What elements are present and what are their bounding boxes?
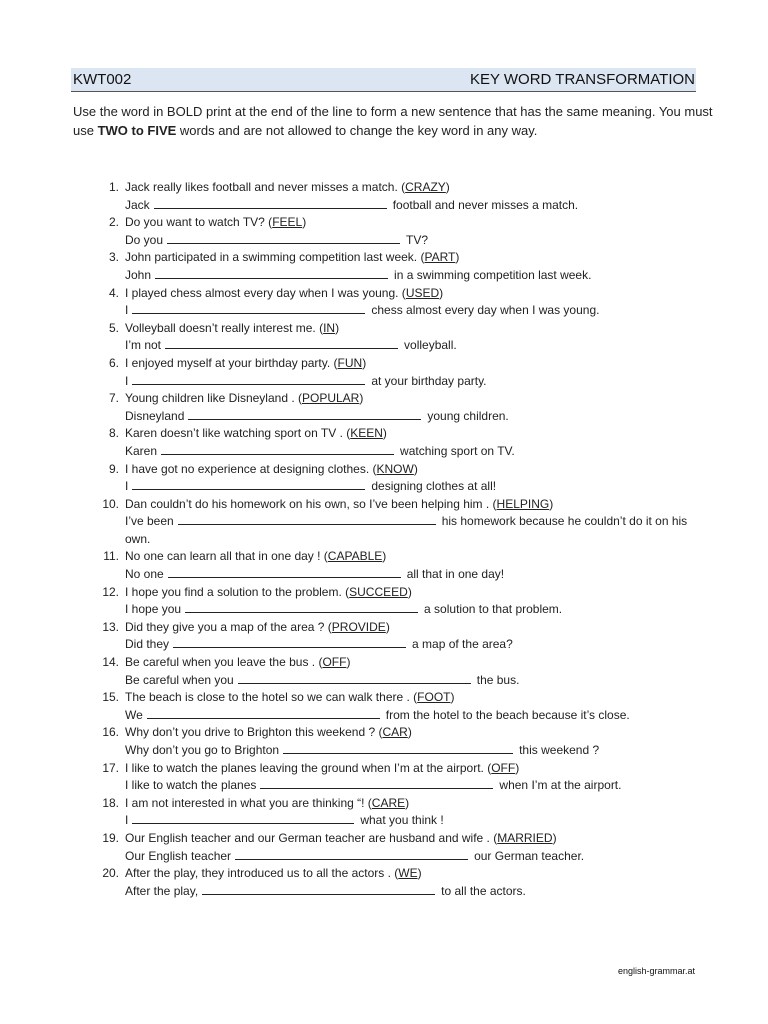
item-question <box>125 179 700 197</box>
item-answer-line <box>125 197 700 215</box>
key-word: USED <box>405 285 440 300</box>
answer-start: No one <box>125 567 164 582</box>
answer-blank[interactable] <box>132 479 365 490</box>
item-body <box>125 795 700 830</box>
question-close: ) <box>552 830 557 845</box>
question-close: ) <box>346 655 351 670</box>
answer-start: I hope you <box>125 602 182 617</box>
item-answer-line <box>125 566 700 584</box>
key-word: PROVIDE <box>331 619 386 634</box>
exercise-item <box>90 724 700 759</box>
item-question <box>125 548 700 566</box>
exercise-item <box>90 689 700 724</box>
item-question <box>125 249 700 267</box>
answer-end: what you think ! <box>360 813 444 828</box>
answer-start: Jack <box>125 197 150 212</box>
exercise-item <box>90 249 700 284</box>
item-answer-line <box>125 337 700 355</box>
worksheet-title: KEY WORD TRANSFORMATION <box>469 71 695 88</box>
question-close: ) <box>362 355 367 370</box>
item-body <box>125 548 700 583</box>
answer-start: I <box>125 373 129 388</box>
question-close: ) <box>450 690 455 705</box>
item-number: 18. <box>102 795 119 810</box>
item-body <box>125 865 700 900</box>
item-number: 3. <box>108 250 119 265</box>
exercise-item <box>90 865 700 900</box>
answer-end: our German teacher. <box>474 848 585 863</box>
answer-start: Did they <box>125 637 170 652</box>
answer-start: John <box>125 267 152 282</box>
item-answer-line <box>125 373 700 391</box>
question-close: ) <box>382 549 387 564</box>
answer-end: when I’m at the airport. <box>499 778 622 793</box>
exercise-item <box>90 320 700 355</box>
key-word: WE <box>398 866 418 881</box>
answer-start: We <box>125 707 143 722</box>
item-number: 9. <box>108 461 119 476</box>
answer-start: Do you <box>125 232 164 247</box>
item-question <box>125 795 700 813</box>
key-word: CAPABLE <box>327 549 383 564</box>
answer-start: After the play, <box>125 883 199 898</box>
question-close: ) <box>359 391 364 406</box>
key-word: CARE <box>371 795 406 810</box>
exercise-item <box>90 654 700 689</box>
item-answer-line <box>125 777 700 795</box>
item-body <box>125 654 700 689</box>
answer-start: I <box>125 303 129 318</box>
answer-start: Our English teacher <box>125 848 232 863</box>
question-close: ) <box>417 866 422 881</box>
answer-blank[interactable] <box>185 602 418 613</box>
question-close: ) <box>439 285 444 300</box>
question-close: ) <box>455 250 460 265</box>
answer-blank[interactable] <box>238 673 471 684</box>
item-body <box>125 425 700 460</box>
exercise-item <box>90 390 700 425</box>
item-question <box>125 461 700 479</box>
question-close: ) <box>382 426 387 441</box>
answer-end: chess almost every day when I was young. <box>371 303 600 318</box>
item-question <box>125 689 700 707</box>
item-answer-line <box>125 742 700 760</box>
answer-blank[interactable] <box>132 374 365 385</box>
question-text: I have got no experience at designing clothes. ( <box>125 461 377 476</box>
item-body <box>125 461 700 496</box>
item-question <box>125 496 700 514</box>
item-body <box>125 584 700 619</box>
exercise-item <box>90 285 700 320</box>
question-close: ) <box>515 760 520 775</box>
exercise-item <box>90 496 700 549</box>
item-body <box>125 496 700 549</box>
item-number: 14. <box>102 655 119 670</box>
answer-end: at your birthday party. <box>371 373 487 388</box>
answer-start: Karen <box>125 443 158 458</box>
instructions-emphasis: TWO to FIVE <box>97 123 177 138</box>
item-answer-line <box>125 408 700 426</box>
answer-end: a map of the area? <box>412 637 513 652</box>
item-question <box>125 724 700 742</box>
instructions-part2: words and are not allowed to change the key word in any way. <box>176 123 538 138</box>
answer-blank[interactable] <box>155 268 388 279</box>
item-answer-line <box>125 267 700 285</box>
item-number: 10. <box>102 496 119 511</box>
answer-end: this weekend ? <box>519 743 600 757</box>
question-text: I enjoyed myself at your birthday party. ( <box>125 355 338 370</box>
item-number: 11. <box>103 549 119 564</box>
exercise-item <box>90 548 700 583</box>
answer-blank[interactable] <box>165 338 398 349</box>
item-body <box>125 619 700 654</box>
item-answer-line <box>125 848 700 866</box>
item-number: 5. <box>108 320 119 335</box>
answer-end: watching sport on TV. <box>400 443 515 458</box>
item-body <box>125 724 700 759</box>
question-close: ) <box>302 215 307 230</box>
question-text: Our English teacher and our German teacher are husband and wife . ( <box>125 830 498 845</box>
question-close: ) <box>413 461 418 476</box>
item-question <box>125 390 700 408</box>
question-close: ) <box>385 619 390 634</box>
question-text: Do you want to watch TV? ( <box>125 215 273 230</box>
question-text: I played chess almost every day when I was young. ( <box>125 285 406 300</box>
item-body <box>125 830 700 865</box>
question-text: Jack really likes football and never misses a match. ( <box>125 180 406 194</box>
question-text: After the play, they introduced us to all the actors . ( <box>125 866 399 881</box>
item-question <box>125 760 700 778</box>
item-number: 20. <box>102 866 119 881</box>
question-text: Karen doesn’t like watching sport on TV . ( <box>125 426 351 441</box>
item-body <box>125 320 700 355</box>
exercise-item <box>90 461 700 496</box>
answer-end: volleyball. <box>404 338 457 353</box>
item-body <box>125 285 700 320</box>
item-number: 2. <box>108 215 119 230</box>
answer-end: a solution to that problem. <box>424 602 563 617</box>
exercise-item <box>90 795 700 830</box>
answer-end: all that in one day! <box>406 567 505 582</box>
item-question <box>125 865 700 883</box>
item-number: 19. <box>102 830 119 845</box>
exercise-item <box>90 619 700 654</box>
answer-end: the bus. <box>476 672 520 687</box>
answer-end: his homework because he couldn’t do it on his own. <box>125 514 688 546</box>
question-close: ) <box>407 725 412 740</box>
key-word: IN <box>323 320 336 335</box>
item-answer-line <box>125 812 700 830</box>
item-question <box>125 285 700 303</box>
item-number: 7. <box>108 391 119 406</box>
item-question <box>125 425 700 443</box>
key-word: OFF <box>322 655 347 670</box>
item-number: 15. <box>102 690 119 705</box>
exercise-item <box>90 214 700 249</box>
key-word: KNOW <box>376 461 414 476</box>
item-question <box>125 654 700 672</box>
item-question <box>125 214 700 232</box>
exercise-item <box>90 425 700 460</box>
key-word: CAR <box>382 725 408 740</box>
item-question <box>125 320 700 338</box>
answer-blank[interactable] <box>161 444 394 455</box>
answer-end: to all the actors. <box>441 883 526 898</box>
answer-blank[interactable] <box>147 708 380 719</box>
answer-start: I’ve been <box>125 514 174 529</box>
key-word: MARRIED <box>497 830 553 845</box>
answer-blank[interactable] <box>235 849 468 860</box>
item-body <box>125 760 700 795</box>
item-answer-line <box>125 478 700 496</box>
item-answer-line <box>125 707 700 725</box>
exercise-item <box>90 760 700 795</box>
answer-blank[interactable] <box>168 567 401 578</box>
question-text: Young children like Disneyland . ( <box>125 391 302 406</box>
item-number: 17. <box>102 760 119 775</box>
answer-start: Why don’t you go to Brighton <box>125 743 280 757</box>
item-answer-line <box>125 672 700 690</box>
exercise-list <box>90 179 700 900</box>
exercise-item <box>90 355 700 390</box>
item-body <box>125 214 700 249</box>
item-answer-line <box>125 232 700 250</box>
question-text: I am not interested in what you are thinking “! ( <box>125 795 372 810</box>
key-word: PART <box>424 250 456 265</box>
question-text: I hope you find a solution to the problem. ( <box>125 584 350 599</box>
question-text: Be careful when you leave the bus . ( <box>125 655 323 670</box>
item-question <box>125 619 700 637</box>
question-text: I like to watch the planes leaving the ground when I’m at the airport. ( <box>125 760 492 775</box>
key-word: KEEN <box>350 426 383 441</box>
answer-end: young children. <box>427 408 509 423</box>
key-word: FUN <box>337 355 363 370</box>
question-text: No one can learn all that in one day ! ( <box>125 549 328 564</box>
item-question <box>125 830 700 848</box>
worksheet-code: KWT002 <box>73 71 132 88</box>
answer-blank[interactable] <box>202 884 435 895</box>
item-body <box>125 249 700 284</box>
answer-blank[interactable] <box>132 303 365 314</box>
key-word: FEEL <box>272 215 303 230</box>
answer-blank[interactable] <box>283 743 513 754</box>
answer-end: in a swimming competition last week. <box>394 267 592 282</box>
item-body <box>125 689 700 724</box>
item-answer-line <box>125 302 700 320</box>
answer-end: designing clothes at all! <box>371 479 497 494</box>
header-bar <box>71 68 696 92</box>
answer-blank[interactable] <box>260 778 493 789</box>
answer-start: I <box>125 813 129 828</box>
question-text: Did they give you a map of the area ? ( <box>125 619 332 634</box>
item-body <box>125 355 700 390</box>
answer-end: from the hotel to the beach because it’s close. <box>385 707 630 722</box>
question-text: John participated in a swimming competition last week. ( <box>125 250 425 265</box>
answer-end: football and never misses a match. <box>392 197 579 212</box>
item-question <box>125 584 700 602</box>
item-question <box>125 355 700 373</box>
answer-blank[interactable] <box>188 409 421 420</box>
answer-start: I’m not <box>125 338 162 353</box>
instructions-part1: Use the word in BOLD print at the end of the line to form a new sentence that has the same meaning. You must use <box>73 104 713 138</box>
item-answer-line <box>125 883 700 901</box>
instructions <box>73 102 713 140</box>
question-close: ) <box>335 320 340 335</box>
question-close: ) <box>405 795 410 810</box>
answer-blank[interactable] <box>132 813 354 824</box>
item-answer-line <box>125 636 700 654</box>
question-text: Volleyball doesn’t really interest me. ( <box>125 320 324 335</box>
item-answer-line <box>125 443 700 461</box>
item-number: 16. <box>102 725 119 740</box>
item-answer-line <box>125 513 700 548</box>
question-text: Why don’t you drive to Brighton this weekend ? ( <box>125 725 383 740</box>
answer-start: I <box>125 479 129 494</box>
answer-start: Disneyland <box>125 408 185 423</box>
footer-site: english-grammar.at <box>617 966 695 976</box>
item-number: 6. <box>108 355 119 370</box>
key-word: CRAZY <box>405 180 446 194</box>
item-answer-line <box>125 601 700 619</box>
exercise-item <box>90 179 700 214</box>
answer-end: TV? <box>406 232 429 247</box>
answer-blank[interactable] <box>154 198 387 209</box>
item-number: 12. <box>102 584 119 599</box>
question-text: The beach is close to the hotel so we can walk there . ( <box>125 690 418 705</box>
key-word: SUCCEED <box>349 584 408 599</box>
answer-blank[interactable] <box>173 637 406 648</box>
question-close: ) <box>445 180 450 194</box>
answer-start: Be careful when you <box>125 672 234 687</box>
key-word: OFF <box>491 760 516 775</box>
key-word: HELPING <box>496 496 550 511</box>
exercise-item <box>90 584 700 619</box>
exercise-item <box>90 830 700 865</box>
answer-blank[interactable] <box>167 233 400 244</box>
item-number: 1. <box>108 180 119 194</box>
question-text: Dan couldn’t do his homework on his own, so I’ve been helping him . ( <box>125 496 497 511</box>
item-number: 4. <box>108 285 119 300</box>
answer-blank[interactable] <box>178 514 436 525</box>
question-close: ) <box>407 584 412 599</box>
item-number: 8. <box>108 426 119 441</box>
key-word: FOOT <box>417 690 451 705</box>
item-body <box>125 390 700 425</box>
answer-start: I like to watch the planes <box>125 778 257 793</box>
key-word: POPULAR <box>302 391 360 406</box>
item-body <box>125 179 700 214</box>
item-number: 13. <box>102 619 119 634</box>
question-close: ) <box>549 496 554 511</box>
